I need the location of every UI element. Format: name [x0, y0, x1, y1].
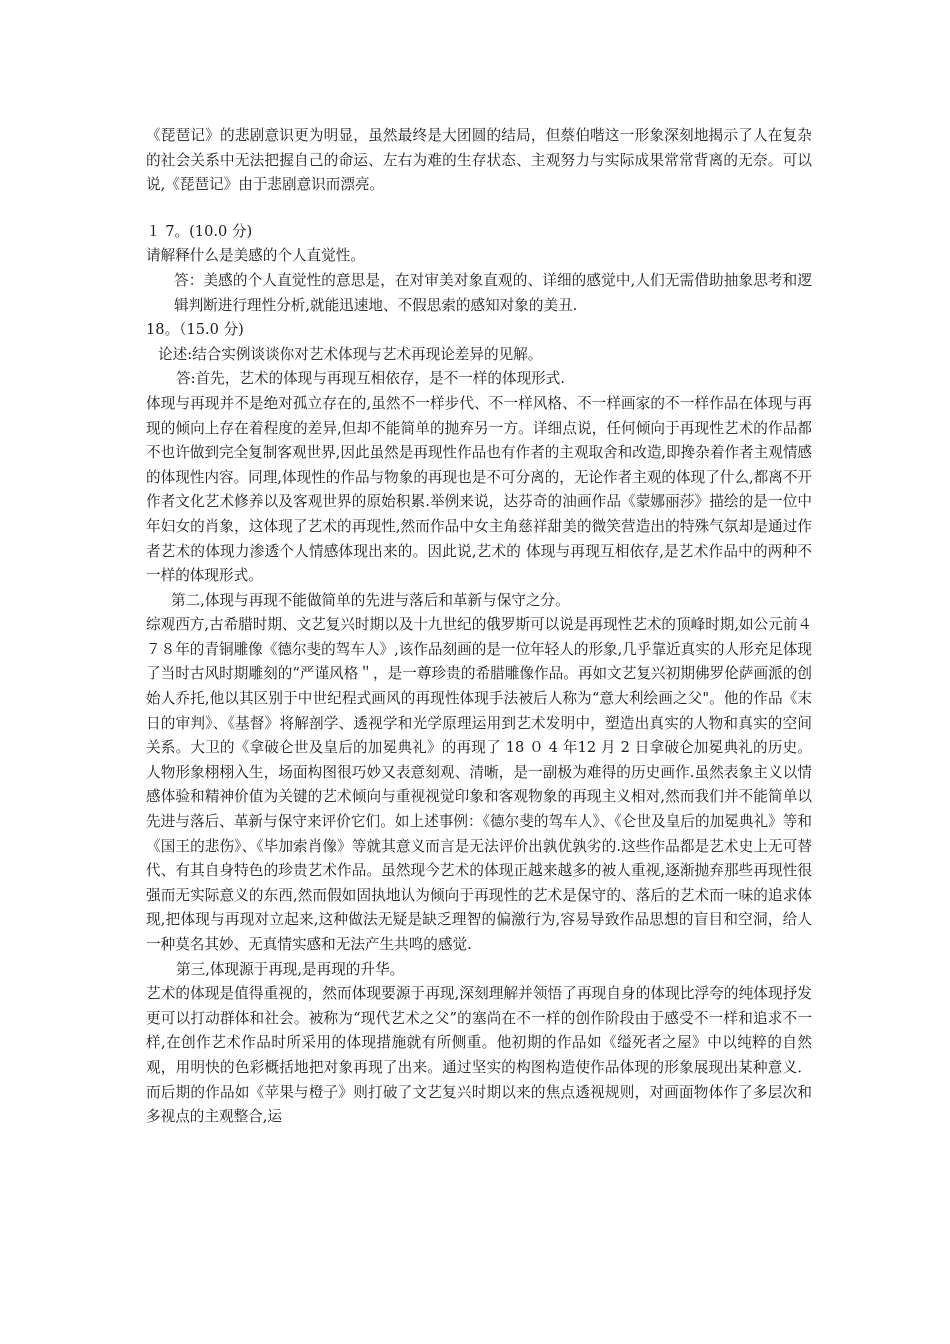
question-18-paragraph-1: 体现与再现并不是绝对孤立存在的,虽然不一样步代、不一样风格、不一样画家的不一样作品在体现与再现的倾向上存在着程度的差异,但却不能简单的抛弃另一方。详细点说，任何倾向于再现性艺术的作品都不也许做到完全复制客观世界,因此虽然是再现性作品也有作者的主观取舍和改造,即搀杂着作者主观情感的体现性内容。同理,体现性的作品与物象的再现也是不可分离的，无论作者主观的体现了什么,都离不开作者文化艺术修养以及客观世界的原始积累.举例来说，达芬奇的油画作品《蒙娜丽莎》描绘的是一位中年妇女的肖象，这体现了艺术的再现性,然而作品中女主角慈祥甜美的微笑营造出的特殊气氛却是通过作者艺术的体现力渗透个人情感体现出来的。因此说,艺术的 体现与再现互相依存,是艺术作品中的两种不一样的体现形式。	[146, 394, 813, 585]
question-18-point-3: 第三,体现源于再现,是再现的升华。	[176, 960, 405, 978]
question-18-heading: 18。（15.0 分)	[146, 321, 244, 339]
question-18-paragraph-2: 综观西方,古希腊时期、文艺复兴时期以及十九世纪的俄罗斯可以说是再现性艺术的顶峰时期,如公元前４７８年的青铜雕像《德尔斐的驾车人》,该作品刻画的是一位年轻人的形象,几乎靠近真实的人形充足体现了当时古风时期雕刻的“严谨风格＂，是一尊珍贵的希腊雕像作品。再如文艺复兴初期佛罗伦萨画派的创始人乔托,他以其区别于中世纪程式画风的再现性体现手法被后人称为“意大利绘画之父"。他的作品《末日的审判》、《基督》将解剖学、透视学和光学原理运用到艺术发明中，塑造出真实的人物和真实的空间关系。大卫的《拿破仑世及皇后的加冕典礼》的再现了 18 ０ 4 年12 月 2 日拿破仑加冕典礼的历史。人物形象栩栩入生，场面构图很巧妙又表意刻观、清晰，是一副极为难得的历史画作.虽然表象主义以情感体验和精神价值为关键的艺术倾向与重视视觉印象和客观物象的再现主义相对,然而我们并不能简单以先进与落后、革新与保守来评价它们。如上述事例：《德尔斐的驾车人》、《仑世及皇后的加冕典礼》等和《国王的悲伤》、《毕加索肖像》等就其意义而言是无法评价出孰优孰劣的.这些作品都是艺术史上无可替代、有其自身特色的珍贵艺术作品。虽然现今艺术的体现正越来越多的被人重视,逐渐抛弃那些再现性很强而无实际意义的东西,然而假如固执地认为倾向于再现性的艺术是保守的、落后的艺术而一味的追求体现,把体现与再现对立起来,这种做法无疑是缺乏理智的偏激行为,容易导致作品思想的盲目和空洞，给人一种莫名其妙、无真情实感和无法产生共鸣的感觉.	[146, 616, 813, 953]
document-body	[146, 124, 812, 1130]
paragraph-gap	[146, 198, 812, 220]
intro-paragraph: 《琵琶记》的悲剧意识更为明显，虽然最终是大团圆的结局，但蔡伯喈这一形象深刻地揭示了人在复杂的社会关系中无法把握自己的命运、左右为难的生存状态、主观努力与实际成果常常背离的无奈。可以说,《琵琶记》由于悲剧意识而漂亮。	[146, 127, 812, 194]
question-17-heading: １ 7。(10.0 分)	[146, 222, 253, 240]
question-17-text: 请解释什么是美感的个人直觉性。	[146, 247, 365, 265]
question-18-text: 论述:结合实例谈谈你对艺术体现与艺术再现论差异的见解。	[158, 345, 543, 363]
question-18-point-2: 第二,体现与再现不能做简单的先进与落后和革新与保守之分。	[171, 591, 570, 609]
question-18-answer-intro: 答:首先，艺术的体现与再现互相依存，是不一样的体现形式.	[176, 370, 565, 388]
question-17-answer: 答：美感的个人直觉性的意思是，在对审美对象直观的、详细的感觉中,人们无需借助抽象思考和逻辑判断进行理性分析,就能迅速地、不假思索的感知对象的美丑.	[174, 271, 812, 314]
question-18-paragraph-3: 艺术的体现是值得重视的，然而体现要源于再现,深刻理解并领悟了再现自身的体现比浮夸的纯体现抒发更可以打动群体和社会。被称为“现代艺术之父”的塞尚在不一样的创作阶段由于感受不一样和追求不一样,在创作艺术作品时所采用的体现措施就有所侧重。他初期的作品如《缢死者之屋》中以纯粹的自然观，用明快的色彩概括地把对象再现了出来。通过坚实的构图构造使作品体现的形象展现出某种意义．而后期的作品如《苹果与橙子》则打破了文艺复兴时期以来的焦点透视规则，对画面物体作了多层次和多视点的主观整合,运	[146, 985, 812, 1126]
